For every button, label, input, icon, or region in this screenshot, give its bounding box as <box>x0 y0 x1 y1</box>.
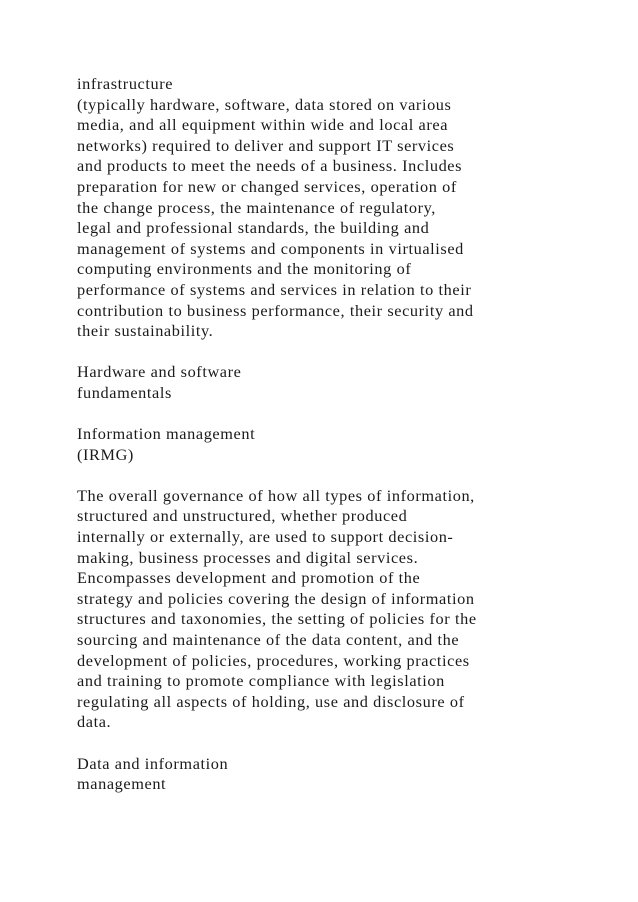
text-line: sourcing and maintenance of the data content, and the <box>77 630 460 650</box>
text-line: making, business processes and digital services. <box>77 547 419 567</box>
text-line: preparation for new or changed services, operation of <box>77 176 457 196</box>
paragraph-hardware-software-category <box>77 362 617 403</box>
text-line: Information management <box>77 424 256 444</box>
text-line: legal and professional standards, the building and <box>77 218 430 238</box>
text-line: contribution to business performance, their security and <box>77 300 474 320</box>
paragraph-data-information-category <box>77 754 617 795</box>
text-line: structures and taxonomies, the setting of policies for the <box>77 609 477 629</box>
text-line: Encompasses development and promotion of the <box>77 568 421 588</box>
text-line: Data and information <box>77 753 229 773</box>
text-line: networks) required to deliver and support IT services <box>77 135 455 155</box>
text-line: computing environments and the monitoring of <box>77 259 412 279</box>
text-line: fundamentals <box>77 382 172 402</box>
text-line: structured and unstructured, whether produced <box>77 506 408 526</box>
text-line: data. <box>77 712 112 732</box>
text-line: strategy and policies covering the design of information <box>77 588 475 608</box>
text-line: Hardware and software <box>77 362 242 382</box>
paragraph-gap <box>77 733 617 754</box>
paragraph-information-management-heading <box>77 424 617 465</box>
text-line: and products to meet the needs of a business. Includes <box>77 156 463 176</box>
document-body <box>77 74 617 795</box>
paragraph-gap <box>77 342 617 363</box>
paragraph-information-management-description <box>77 486 617 733</box>
text-line: (IRMG) <box>77 444 134 464</box>
text-line: the change process, the maintenance of regulatory, <box>77 197 436 217</box>
paragraph-gap <box>77 465 617 486</box>
text-line: regulating all aspects of holding, use and disclosure of <box>77 691 465 711</box>
text-line: and training to promote compliance with legislation <box>77 671 445 691</box>
text-line: development of policies, procedures, working practices <box>77 650 470 670</box>
text-line: (typically hardware, software, data stored on various <box>77 94 452 114</box>
text-line: management <box>77 774 167 794</box>
text-line: internally or externally, are used to support decision- <box>77 527 454 547</box>
text-line: performance of systems and services in relation to their <box>77 279 472 299</box>
text-line: The overall governance of how all types of information, <box>77 485 475 505</box>
text-line: management of systems and components in virtualised <box>77 238 464 258</box>
paragraph-infrastructure-description <box>77 74 617 342</box>
text-line: their sustainability. <box>77 321 214 341</box>
paragraph-gap <box>77 404 617 425</box>
text-line: media, and all equipment within wide and local area <box>77 115 449 135</box>
text-line: infrastructure <box>77 74 174 93</box>
